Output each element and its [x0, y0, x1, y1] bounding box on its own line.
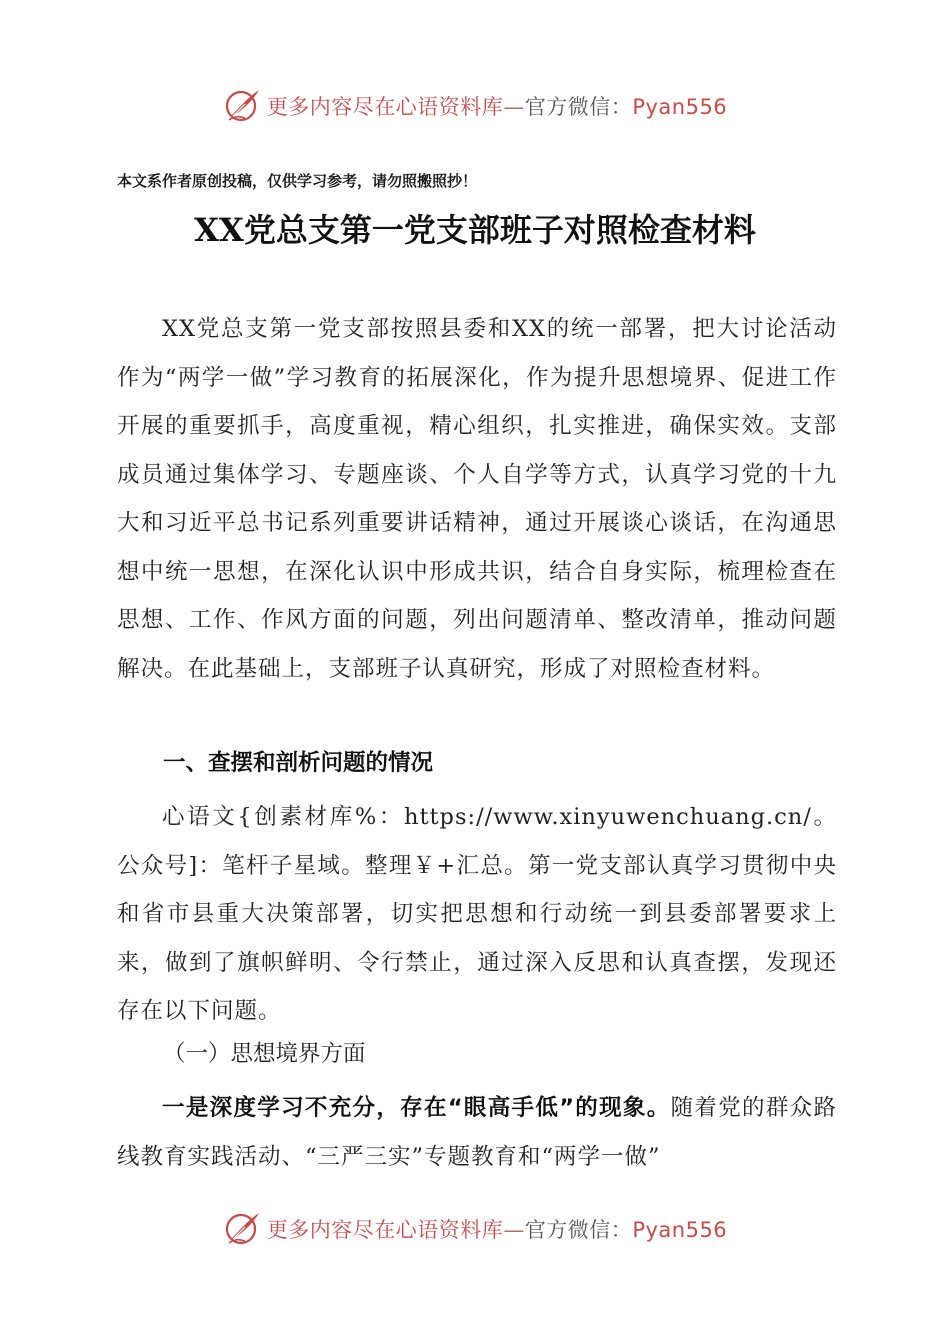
watermark-header	[0, 84, 950, 128]
section-heading: 一、查摆和剖析问题的情况	[163, 750, 434, 776]
watermark-label: 官方微信：	[524, 1218, 633, 1242]
watermark-separator: —	[503, 95, 525, 119]
watermark-brand: 更多内容尽在心语资料库	[266, 95, 504, 119]
copyright-notice: 本文系作者原创投稿，仅供学习参考，请勿照搬照抄！	[117, 172, 478, 190]
subsection1-paragraph-text	[117, 1084, 837, 1181]
watermark-footer	[0, 1207, 950, 1251]
point-body: 随着党的群众路线教育实践活动、“三严三实”专题教育和“两学一做”	[117, 1095, 837, 1170]
watermark-wechat-id: Pyan556	[632, 95, 728, 119]
watermark-text	[267, 1214, 727, 1244]
point-lead: 一是深度学习不充分，存在“眼高手低”的现象。	[162, 1095, 671, 1121]
subsection1-paragraph	[117, 1084, 837, 1181]
section1-paragraph	[117, 793, 837, 1036]
quill-logo-icon	[223, 1209, 263, 1249]
section1-paragraph-text: 心语文{创素材库%：https://www.xinyuwenchuang.cn/。公众号]：笔杆子星域。整理￥+汇总。第一党支部认真学习贯彻中央和省市县重大决策部署，切实把思想和行动统一到县委部署要求上来，做到了旗帜鲜明、令行禁止，通过深入反思和认真查摆，发现还存在以下问题。	[117, 804, 837, 1024]
watermark-text	[267, 91, 727, 121]
quill-logo-icon	[223, 86, 263, 126]
subsection-heading: （一）思想境界方面	[163, 1041, 366, 1067]
watermark-brand: 更多内容尽在心语资料库	[266, 1218, 504, 1242]
document-title: XX党总支第一党支部班子对照检查材料	[194, 211, 756, 249]
watermark-wechat-id: Pyan556	[632, 1218, 728, 1242]
watermark-label: 官方微信：	[524, 95, 633, 119]
intro-paragraph	[117, 305, 837, 693]
intro-paragraph-text: XX党总支第一党支部按照县委和XX的统一部署，把大讨论活动作为“两学一做”学习教育的拓展深化，作为提升思想境界、促进工作开展的重要抓手，高度重视，精心组织，扎实推进，确保实效。支部成员通过集体学习、专题座谈、个人自学等方式，认真学习党的十九大和习近平总书记系列重要讲话精神，通过开展谈心谈话，在沟通思想中统一思想，在深化认识中形成共识，结合自身实际，梳理检查在思想、工作、作风方面的问题，列出问题清单、整改清单，推动问题解决。在此基础上，支部班子认真研究，形成了对照检查材料。	[117, 316, 837, 682]
watermark-separator: —	[503, 1218, 525, 1242]
